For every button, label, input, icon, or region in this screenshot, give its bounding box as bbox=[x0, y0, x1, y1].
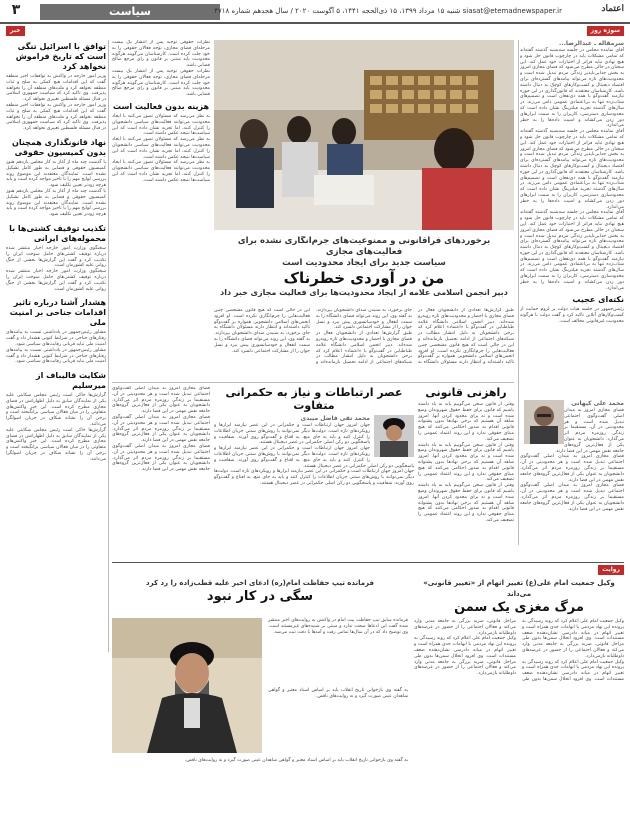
left-item-2-title: نهاد قانونگذاری همچنان بدون کمیسیون حقوقی bbox=[12, 137, 106, 157]
portrait-1 bbox=[524, 400, 564, 444]
mid-col-2-body: جهان امروز جهان ارتباطات است و حکمرانی در این عصر نیازمند ابزارها و رویکردهای تازه است. دولت‌ها دیگر نمی‌توانند با روش‌های سنتی جریان اطلاعات را کنترل کنند و باید به جای منع، به اقناع و گفت‌وگو روی آورند. شفافیت و پاسخگویی دو رکن اصلی حکمرانی در عصر دیجیتال هستند. bbox=[214, 423, 370, 446]
left-item-5-body: گزارش‌ها حاکی است رئیس مجلس شکایتی علیه یکی از نمایندگان سابق به دلیل اظهاراتش در فضای مجازی مطرح کرده است. این خبر واکنش‌های متفاوتی را در میان فعالان سیاسی برانگیخته است و برخی آن را نشانه شکاف در جریان اصولگرا می‌دانند. bbox=[6, 393, 106, 428]
cleric-photo bbox=[112, 618, 262, 753]
lead-kicker: برخوردهای فراقانونی و ممنوعیت‌های جرم‌انگاری نشده برای فعالیت‌های مجازی bbox=[237, 236, 491, 257]
right-body-3: آقای نماینده مجلس در جلسه سه‌شنبه گذشته گفته‌اند که تمامی مشکلات باید در چارچوب قانون حل شود و هیچ نهادی نباید فراتر از اختیارات خود عمل کند. این سخنان در حالی مطرح می‌شود که فضای مجازی امروز به بخش جدایی‌ناپذیر زندگی مردم تبدیل شده است و محدودیت‌های تازه می‌تواند پیامدهای گسترده‌ای برای اقتصاد دیجیتال و کسب‌وکارهای کوچک به دنبال داشته باشد. کارشناسان معتقدند که قانون‌گذاری در این حوزه نیازمند گفت‌وگو با همه ذی‌نفعان است و تصمیم‌های شتاب‌زده تنها به بی‌اعتمادی عمومی دامن می‌زند. در سال‌های گذشته تجربه فیلترینگ نشان داده است که محدودسازی دسترسی، کاربران را به سمت ابزارهای دور زدن می‌کشاند و امنیت داده‌ها را به خطر می‌اندازد. bbox=[520, 210, 624, 291]
mid-col-1-body-c: وقتی از قانون سخن می‌گوییم باید به یاد داشته باشیم که قانون برای حفظ حقوق شهروندان وضع شده است و نه برای محدود کردن آنها. امروز شاهد آن هستیم که برخی نهادها بدون پشتوانه قانونی اقدام به صدور احکامی می‌کنند که هیچ مبنای حقوقی ندارد و این روند اعتماد عمومی را تضعیف می‌کند. bbox=[418, 483, 514, 523]
tag-left-top: خبر bbox=[6, 26, 25, 36]
divider-left bbox=[108, 40, 109, 652]
right-note-body: رئیس‌جمهور در جلسه هیات دولت بر لزوم حمایت از کسب‌وکارهای آنلاین تاکید کرد و گفت دولت با هرگونه محدودیت غیرقانونی مخالف است. bbox=[520, 307, 624, 325]
lead-body-area bbox=[214, 308, 514, 378]
left-item-3-title: تکذیب توقیف کشتی‌ها با محموله‌های ایرانی bbox=[9, 223, 106, 243]
left-item-1-title: توافق با اسرائیل تنگی است که تاریخ فراموش نخواهد کرد bbox=[15, 42, 106, 71]
bottom-left-title: سگی در کار نبود bbox=[206, 589, 314, 604]
mid-col-2-body-c: جهان امروز جهان ارتباطات است و حکمرانی در این عصر نیازمند ابزارها و رویکردهای تازه است. دولت‌ها دیگر نمی‌توانند با روش‌های سنتی جریان اطلاعات را کنترل کنند و باید به جای منع، به اقناع و گفت‌وگو روی آورند. شفافیت و پاسخگویی دو رکن اصلی حکمرانی در عصر دیجیتال هستند. bbox=[214, 469, 414, 486]
right-body: آقای نماینده مجلس در جلسه سه‌شنبه گذشته گفته‌اند که تمامی مشکلات باید در چارچوب قانون حل شود و هیچ نهادی نباید فراتر از اختیارات خود عمل کند. این سخنان در حالی مطرح می‌شود که فضای مجازی امروز به بخش جدایی‌ناپذیر زندگی مردم تبدیل شده است و محدودیت‌های تازه می‌تواند پیامدهای گسترده‌ای برای اقتصاد دیجیتال و کسب‌وکارهای کوچک به دنبال داشته باشد. کارشناسان معتقدند که قانون‌گذاری در این حوزه نیازمند گفت‌وگو با همه ذی‌نفعان است و تصمیم‌های شتاب‌زده تنها به بی‌اعتمادی عمومی دامن می‌زند. در سال‌های گذشته تجربه فیلترینگ نشان داده است که محدودسازی دسترسی، کاربران را به سمت ابزارهای دور زدن می‌کشاند و امنیت داده‌ها را به خطر می‌اندازد. bbox=[520, 48, 624, 129]
lead-heads bbox=[214, 236, 514, 306]
mid-col-2-title: عصر ارتباطات و نیاز به حکمرانی متفاوت bbox=[225, 386, 403, 412]
bottom-right-kicker: وکیل جمعیت امام علی(ع) تغییر اتهام از «تغییر قانونی» می‌داند bbox=[423, 579, 615, 598]
bottom-left-body: فرمانده سابق تیپ حفاظت بیت امام در واکنش به روایت‌های اخیر منتشر شده گفت این ادعاها صحت ندارد و مبتنی بر شنیده‌های غیرمستند است. وی توضیح داد که در آن سال‌ها تمامی رفت و آمدها با دقت ثبت می‌شد. bbox=[268, 618, 408, 635]
left-news-column bbox=[6, 40, 106, 652]
lead-headline: من در آوردی خطرناک bbox=[283, 269, 445, 287]
bottom-left-kicker: فرمانده تیپ حفاظت امام(ره) ادعای اخیر علیه قطب‌زاده را رد کرد bbox=[146, 579, 374, 587]
commentary-body-c: فضای مجازی امروز به میدان اصلی گفت‌وگوی اجتماعی تبدیل شده است و هر محدودیتی در آن، مستقیما بر زندگی روزمره مردم اثر می‌گذارد. دانشجویان به عنوان یکی از فعال‌ترین گروه‌های جامعه نقش مهمی در این فضا دارند. bbox=[520, 483, 624, 512]
bottom-right-columns bbox=[414, 619, 624, 683]
mid-col-1-body-b: وقتی از قانون سخن می‌گوییم باید به یاد داشته باشیم که قانون برای حفظ حقوق شهروندان وضع شده است و نه برای محدود کردن آنها. امروز شاهد آن هستیم که برخی نهادها بدون پشتوانه قانونی اقدام به صدور احکامی می‌کنند که هیچ مبنای حقوقی ندارد و این روند اعتماد عمومی را تضعیف می‌کند. bbox=[418, 442, 514, 483]
left-top-body: نظرات حقوقی توجیه پس از انتشار یک بیست مرحله‌ای فضای مجازی، توجه فعالان حقوقی را به خود جلب کرده است. کارشناسان می‌گویند هرگونه محدودیت باید مبتنی بر قانون و رای مرجع صالح قضایی باشد. bbox=[112, 40, 210, 69]
left-item-4-title: هشدار آشنا درباره تاثیر اقدامات جناحی بر امنیت ملی bbox=[9, 298, 106, 328]
left-item-3-body-b: سخنگوی وزارت امور خارجه اخبار منتشر شده درباره توقیف کشتی‌های حامل سوخت ایران را تکذیب کرد و گفت این گزارش‌ها بخشی از جنگ روانی علیه کشورمان است. bbox=[6, 269, 106, 292]
left-item-4-body: مشاور رئیس‌جمهور در یادداشتی نسبت به پیامدهای رفتارهای جناحی در شرایط کنونی هشدار داد و گفت امنیت ملی نباید قربانی رقابت‌های سیاسی شود. bbox=[6, 330, 106, 347]
tag-right-top: سوژه روز bbox=[587, 26, 624, 36]
left-heading-2-body-b: به نظر می‌رسد که مسئولان تصور می‌کنند با ایجاد محدودیت می‌توانند فعالیت‌های سیاسی دانشجویان را کنترل کنند، اما تجربه نشان داده است که این سیاست‌ها نتیجه عکس داشته است. bbox=[112, 137, 210, 160]
left-heading-2-body: به نظر می‌رسد که مسئولان تصور می‌کنند با ایجاد محدودیت می‌توانند فعالیت‌های سیاسی دانشجویان را کنترل کنند، اما تجربه نشان داده است که این سیاست‌ها نتیجه عکس داشته است. bbox=[112, 113, 210, 137]
bottom-left-body-c: به گفته وی بازخوانی تاریخ انقلاب باید بر اساس اسناد معتبر و گواهی شاهدان عینی صورت گیرد و نه روایت‌های ناقص. bbox=[184, 758, 408, 763]
left-item-1-body-b: وزیر امور خارجه در واکنش به توافقات اخیر منطقه گفت که این اقدامات هیچ کمکی به صلح و ثبات منطقه نخواهد کرد و ملت‌های منطقه آن را نخواهند پذیرفت. وی تاکید کرد که سیاست جمهوری اسلامی در قبال مسئله فلسطین تغییری نخواهد کرد. bbox=[6, 102, 106, 132]
left-item-5-body-b: گزارش‌ها حاکی است رئیس مجلس شکایتی علیه یکی از نمایندگان سابق به دلیل اظهاراتش در فضای مجازی مطرح کرده است. این خبر واکنش‌های متفاوتی را در میان فعالان سیاسی برانگیخته است و برخی آن را نشانه شکاف در جریان اصولگرا می‌دانند. bbox=[6, 427, 106, 462]
bottom-right-body-b: وکیل جمعیت امام علی اعلام کرد که روند رسیدگی به پرونده این نهاد مردمی با ابهامات جدی همراه است و تغییر اتهام در میانه دادرسی نشان‌دهنده ضعف مستندات است. وی افزود انحلال سمن‌ها بدون طی مراحل قانونی، ضربه بزرگی به جامعه مدنی وارد می‌کند و فعالان اجتماعی را از حضور در عرصه‌های داوطلبانه بازمی‌دارد. bbox=[414, 619, 624, 682]
students-photo-illustration bbox=[214, 40, 514, 230]
mid-col-3-body-b: فضای مجازی امروز به میدان اصلی گفت‌وگوی اجتماعی تبدیل شده است و هر محدودیتی در آن، مستقیما بر زندگی روزمره مردم اثر می‌گذارد. دانشجویان به عنوان یکی از فعال‌ترین گروه‌های جامعه نقش مهمی در این فضا دارند. bbox=[112, 414, 210, 444]
section-label: سیاست bbox=[40, 4, 220, 20]
cleric-photo-illustration bbox=[112, 618, 262, 753]
left-inner-column bbox=[112, 40, 210, 380]
right-commentary bbox=[520, 400, 624, 550]
bottom-right-title: مرگ مغزی یک سمن bbox=[454, 600, 584, 615]
mid-col-1-title: راهزنی قانونی bbox=[425, 386, 507, 399]
bottom-left-story bbox=[112, 578, 408, 814]
mid-rule bbox=[112, 382, 514, 383]
header-rule bbox=[0, 22, 630, 24]
portrait-2 bbox=[374, 415, 414, 457]
logo: اعتماد bbox=[601, 4, 624, 14]
lead-body-2: طبق گزارش‌ها تعدادی از دانشجویان فعال در فضای مجازی با احضار و محدودیت‌های تازه روبه‌رو شده‌اند. دبیر انجمن اسلامی دانشگاه علامه طباطبایی در گفت‌وگو با «اعتماد» اعلام کرد که برخی دانشجویان به دلیل انتشار مطالب در شبکه‌های اجتماعی از ادامه تحصیل بازمانده‌اند و این در حالی است که هیچ قانون مشخصی چنین فعالیت‌هایی را جرم‌انگاری نکرده است. او افزود انجمن‌های اسلامی دانشجویی همواره بر گفت‌وگو تاکید داشته‌اند و انتظار دارند مسئولان دانشگاه به جای برخورد، به شنیدن صدای دانشجویان بپردازند. به گفته وی، این روند می‌تواند فضای دانشگاه را به سمت انفعال و خودسانسوری پیش ببرد و نسل جوان را از مشارکت اجتماعی دلسرد کند. bbox=[214, 308, 412, 366]
right-body-2: آقای نماینده مجلس در جلسه سه‌شنبه گذشته گفته‌اند که تمامی مشکلات باید در چارچوب قانون حل شود و هیچ نهادی نباید فراتر از اختیارات خود عمل کند. این سخنان در حالی مطرح می‌شود که فضای مجازی امروز به بخش جدایی‌ناپذیر زندگی مردم تبدیل شده است و محدودیت‌های تازه می‌تواند پیامدهای گسترده‌ای برای اقتصاد دیجیتال و کسب‌وکارهای کوچک به دنبال داشته باشد. کارشناسان معتقدند که قانون‌گذاری در این حوزه نیازمند گفت‌وگو با همه ذی‌نفعان است و تصمیم‌های شتاب‌زده تنها به بی‌اعتمادی عمومی دامن می‌زند. در سال‌های گذشته تجربه فیلترینگ نشان داده است که محدودسازی دسترسی، کاربران را به سمت ابزارهای دور زدن می‌کشاند و امنیت داده‌ها را به خطر می‌اندازد. bbox=[520, 129, 624, 210]
mid-col-2 bbox=[214, 386, 414, 556]
header-info: siasat@etemadnewspaper.ir شنبه ۱۵ مرداد ۱۳۹۹، ۱۵ ذی‌الحجه ۱۴۴۱، ۵ آگوست ۲۰۲۰ / سال هجدهم شماره ۴۷۱۸ bbox=[214, 7, 562, 15]
right-byline: سرمقاله ـ عبدالرضا... bbox=[559, 40, 624, 47]
mid-col-3 bbox=[112, 386, 210, 556]
cleric-portrait-icon bbox=[374, 415, 414, 457]
lead-kicker-2: سیاست جدید برای ایجاد محدودیت است bbox=[282, 258, 446, 268]
left-item-1-body: وزیر امور خارجه در واکنش به توافقات اخیر منطقه گفت که این اقدامات هیچ کمکی به صلح و ثبات منطقه نخواهد کرد و ملت‌های منطقه آن را نخواهند پذیرفت. وی تاکید کرد که سیاست جمهوری اسلامی در قبال مسئله فلسطین تغییری نخواهد کرد. bbox=[6, 74, 106, 103]
divider-right bbox=[518, 40, 519, 545]
commentary-byline: محمد علی کیهانی bbox=[571, 400, 624, 407]
mid-col-3-body-c: فضای مجازی امروز به میدان اصلی گفت‌وگوی اجتماعی تبدیل شده است و هر محدودیتی در آن، مستقیما بر زندگی روزمره مردم اثر می‌گذارد. دانشجویان به عنوان یکی از فعال‌ترین گروه‌های جامعه نقش مهمی در این فضا دارند. bbox=[112, 443, 210, 473]
right-note-title: نکته‌ای عجیب bbox=[572, 295, 624, 305]
bottom-right-body: وکیل جمعیت امام علی اعلام کرد که روند رسیدگی به پرونده این نهاد مردمی با ابهامات جدی همراه است و تغییر اتهام در میانه دادرسی نشان‌دهنده ضعف مستندات است. وی افزود انحلال سمن‌ها بدون طی مراحل قانونی، ضربه بزرگی به جامعه مدنی وارد می‌کند و فعالان اجتماعی را از حضور در عرصه‌های داوطلبانه بازمی‌دارد. bbox=[522, 619, 624, 659]
left-item-2-body: با گذشت چند ماه از آغاز به کار مجلس یازدهم هنوز کمیسیون حقوقی و قضایی به طور کامل تشکیل نشده است. نمایندگان معتقدند این موضوع روند بررسی لوایح مهم را با تاخیر مواجه کرده است و باید هرچه زودتر تعیین تکلیف شود. bbox=[6, 159, 106, 189]
mid-col-2-byline: محمد تقی فاضل میبدی bbox=[300, 415, 370, 422]
mid-col-1 bbox=[418, 386, 514, 556]
mid-col-3-body: فضای مجازی امروز به میدان اصلی گفت‌وگوی اجتماعی تبدیل شده است و هر محدودیتی در آن، مستقیما بر زندگی روزمره مردم اثر می‌گذارد. دانشجویان به عنوان یکی از فعال‌ترین گروه‌های جامعه نقش مهمی در این فضا دارند. bbox=[112, 386, 210, 415]
bottom-left-body-b: به گفته وی بازخوانی تاریخ انقلاب باید بر اساس اسناد معتبر و گواهی شاهدان عینی صورت گیرد و نه روایت‌های ناقص. bbox=[268, 688, 408, 699]
tag-right-bottom: روایت bbox=[598, 565, 624, 575]
main-photo bbox=[214, 40, 514, 230]
commentary-body-b: فضای مجازی امروز به میدان اصلی گفت‌وگوی اجتماعی تبدیل شده است و هر محدودیتی در آن، مستقیما بر زندگی روزمره مردم اثر می‌گذارد. دانشجویان به عنوان یکی از فعال‌ترین گروه‌های جامعه نقش مهمی در این فضا دارند. bbox=[520, 454, 624, 483]
left-item-3-body: سخنگوی وزارت امور خارجه اخبار منتشر شده درباره توقیف کشتی‌های حامل سوخت ایران را تکذیب کرد و گفت این گزارش‌ها بخشی از جنگ روانی علیه کشورمان است. bbox=[6, 245, 106, 269]
left-heading-2-body-c: به نظر می‌رسد که مسئولان تصور می‌کنند با ایجاد محدودیت می‌توانند فعالیت‌های سیاسی دانشجویان را کنترل کنند، اما تجربه نشان داده است که این سیاست‌ها نتیجه عکس داشته است. bbox=[112, 160, 210, 183]
page-number: ۳ bbox=[11, 2, 21, 18]
left-item-5-title: شکایت قالیباف از میرسلیم bbox=[36, 371, 106, 391]
commentary-body: فضای مجازی امروز به میدان اصلی گفت‌وگوی اجتماعی تبدیل شده است و هر محدودیتی در آن، مستقیما بر زندگی روزمره مردم اثر می‌گذارد. دانشجویان به عنوان یکی از فعال‌ترین گروه‌های جامعه نقش مهمی در این فضا دارند. bbox=[554, 408, 624, 454]
left-heading-2: هزینه بدون فعالیت است bbox=[113, 101, 209, 111]
bottom-right-story bbox=[414, 578, 624, 814]
bottom-right-body-c: وکیل جمعیت امام علی اعلام کرد که روند رسیدگی به پرونده این نهاد مردمی با ابهامات جدی همراه است و تغییر اتهام در میانه دادرسی نشان‌دهنده ضعف مستندات است. وی افزود انحلال سمن‌ها بدون طی مراحل قانونی، ضربه بزرگی به جامعه مدنی وارد می‌کند و فعالان اجتماعی را از حضور در عرصه‌های داوطلبانه بازمی‌دارد. bbox=[414, 636, 516, 677]
lead-subhead: دبیر انجمن اسلامی علامه از ایجاد محدودیت‌ها برای فعالیت مجازی خبر داد bbox=[220, 288, 508, 297]
lead-body: طبق گزارش‌ها تعدادی از دانشجویان فعال در فضای مجازی با احضار و محدودیت‌های تازه روبه‌رو شده‌اند. دبیر انجمن اسلامی دانشگاه علامه طباطبایی در گفت‌وگو با «اعتماد» اعلام کرد که برخی دانشجویان به دلیل انتشار مطالب در شبکه‌های اجتماعی از ادامه تحصیل بازمانده‌اند و این در حالی است که هیچ قانون مشخصی چنین فعالیت‌هایی را جرم‌انگاری نکرده است. او افزود انجمن‌های اسلامی دانشجویی همواره بر گفت‌وگو تاکید داشته‌اند و انتظار دارند مسئولان دانشگاه به جای برخورد، به شنیدن صدای دانشجویان بپردازند. به گفته وی، این روند می‌تواند فضای دانشگاه را به سمت انفعال و خودسانسوری پیش ببرد و نسل جوان را از مشارکت اجتماعی دلسرد کند. bbox=[316, 308, 514, 366]
mid-col-1-body: وقتی از قانون سخن می‌گوییم باید به یاد داشته باشیم که قانون برای حفظ حقوق شهروندان وضع شده است و نه برای محدود کردن آنها. امروز شاهد آن هستیم که برخی نهادها بدون پشتوانه قانونی اقدام به صدور احکامی می‌کنند که هیچ مبنای حقوقی ندارد و این روند اعتماد عمومی را تضعیف می‌کند. bbox=[418, 402, 514, 442]
bottom-rule bbox=[112, 562, 624, 563]
mid-col-2-body-b: جهان امروز جهان ارتباطات است و حکمرانی در این عصر نیازمند ابزارها و رویکردهای تازه است. دولت‌ها دیگر نمی‌توانند با روش‌های سنتی جریان اطلاعات را کنترل کنند و باید به جای منع، به اقناع و گفت‌وگو روی آورند. شفافیت و پاسخگویی دو رکن اصلی حکمرانی در عصر دیجیتال هستند. bbox=[214, 446, 414, 469]
left-item-2-body-b: با گذشت چند ماه از آغاز به کار مجلس یازدهم هنوز کمیسیون حقوقی و قضایی به طور کامل تشکیل نشده است. نمایندگان معتقدند این موضوع روند بررسی لوایح مهم را با تاخیر مواجه کرده است و باید هرچه زودتر تعیین تکلیف شود. bbox=[6, 188, 106, 218]
left-item-4-body-b: مشاور رئیس‌جمهور در یادداشتی نسبت به پیامدهای رفتارهای جناحی در شرایط کنونی هشدار داد و گفت امنیت ملی نباید قربانی رقابت‌های سیاسی شود. bbox=[6, 347, 106, 365]
man-portrait-icon bbox=[524, 400, 564, 444]
left-top-body-2: نظرات حقوقی توجیه پس از انتشار یک بیست مرحله‌ای فضای مجازی، توجه فعالان حقوقی را به خود جلب کرده است. کارشناسان می‌گویند هرگونه محدودیت باید مبتنی بر قانون و رای مرجع صالح قضایی باشد. bbox=[112, 68, 210, 98]
